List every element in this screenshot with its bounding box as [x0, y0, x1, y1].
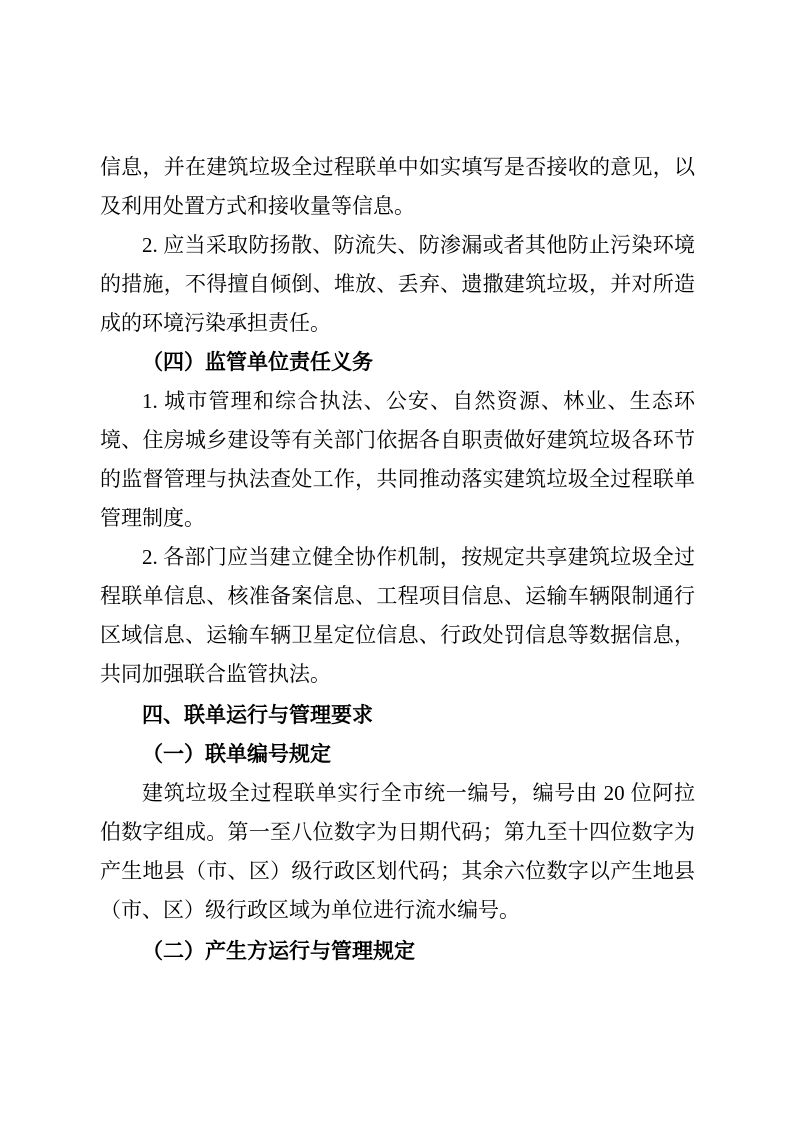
- paragraph-numbering-details: 建筑垃圾全过程联单实行全市统一编号，编号由 20 位阿拉伯数字组成。第一至八位数字为日期代码；第九至十四位数字为产生地县（市、区）级行政区划代码；其余六位数字以产生地县（市、区）级行政区域为单位进行流水编号。: [100, 781, 695, 922]
- paragraph-item-2-responsibility: 2. 应当采取防扬散、防流失、防渗漏或者其他防止污染环境的措施，不得擅自倾倒、堆放、丢弃、遗撒建筑垃圾，并对所造成的环境污染承担责任。: [100, 233, 695, 335]
- paragraph-item-1-departments: 1. 城市管理和综合执法、公安、自然资源、林业、生态环境、住房城乡建设等有关部门依据各自职责做好建筑垃圾各环节的监督管理与执法查处工作，共同推动落实建筑垃圾全过程联单管理制度。: [100, 389, 695, 530]
- paragraph-continuation: 信息，并在建筑垃圾全过程联单中如实填写是否接收的意见，以及利用处置方式和接收量等信息。: [100, 155, 695, 218]
- heading-section-4-supervisory-duties: （四）监管单位责任义务: [142, 350, 373, 374]
- document-text-block: [100, 148, 695, 971]
- heading-section-1-numbering-rules: （一）联单编号规定: [142, 742, 331, 766]
- heading-section-2-producer-rules: （二）产生方运行与管理规定: [142, 939, 415, 963]
- heading-chapter-4-operation-management: 四、联单运行与管理要求: [142, 703, 373, 727]
- paragraph-item-2-cooperation: 2. 各部门应当建立健全协作机制，按规定共享建筑垃圾全过程联单信息、核准备案信息、工程项目信息、运输车辆限制通行区域信息、运输车辆卫星定位信息、行政处罚信息等数据信息，共同加强联合监管执法。: [100, 545, 695, 686]
